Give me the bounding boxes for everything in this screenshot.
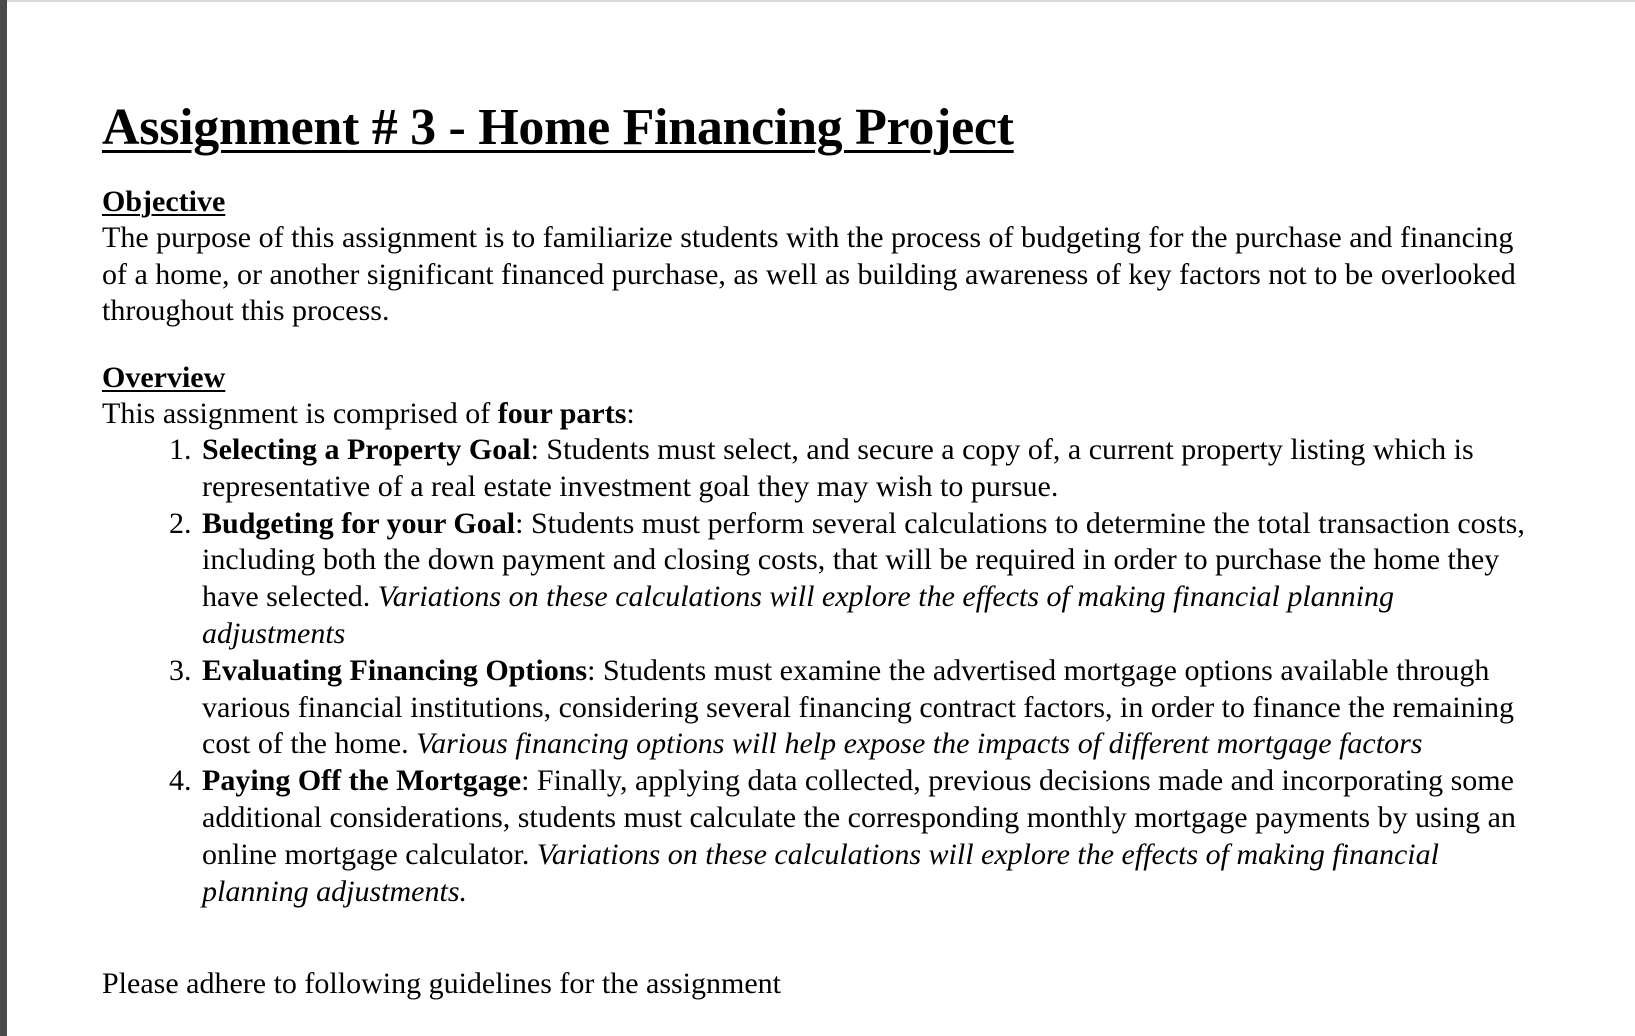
part-note: Various financing options will help expose the impacts of different mortgage factors: [416, 727, 1423, 761]
document-page: [102, 96, 1542, 1002]
part-trailing: .: [459, 874, 468, 908]
viewer-left-border: [0, 0, 7, 1036]
list-item: [199, 763, 1542, 910]
part-term: Paying Off the Mortgage: [202, 764, 522, 798]
part-term: Budgeting for your Goal: [202, 506, 516, 540]
overview-intro: [102, 396, 1542, 433]
part-text: : Students must perform several calculations to determine the total transaction costs, including both the down payment and closing costs, that will be required in order to purchase the home they have selected.: [202, 506, 1525, 614]
guidelines-line: Please adhere to following guidelines for the assignment: [102, 967, 781, 1001]
overview-heading: Overview: [102, 360, 226, 394]
part-note: Variations on these calculations will explore the effects of making financial planning adjustments: [202, 580, 1394, 650]
part-note: Variations on these calculations will explore the effects of making financial planning adjustments: [202, 837, 1439, 908]
list-item: [199, 653, 1542, 763]
overview-intro-text: This assignment is comprised of: [102, 396, 498, 430]
list-item: [199, 432, 1542, 506]
objective-heading: Objective: [102, 185, 226, 218]
part-text: : Students must examine the advertised mortgage options available through various financial institutions, considering several financing contract factors, in order to finance the remaining cost of the home.: [202, 653, 1515, 761]
part-term: Selecting a Property Goal: [202, 433, 531, 466]
list-item: [199, 506, 1542, 653]
part-text: : Finally, applying data collected, previous decisions made and incorporating some additional considerations, students must calculate the corresponding monthly mortgage payments by using an online mortgage calculator.: [202, 764, 1516, 871]
viewer-top-border: [0, 0, 1635, 2]
overview-intro-colon: :: [626, 396, 635, 430]
objective-body: The purpose of this assignment is to familiarize students with the process of budgeting for the purchase and financing of a home, or another significant financed purchase, as well as building awareness of key factors not to be overlooked throughout this process.: [102, 221, 1516, 327]
part-term: Evaluating Financing Options: [202, 653, 588, 687]
part-text: : Students must select, and secure a copy of, a current property listing which is representative of a real estate investment goal they may wish to pursue.: [202, 433, 1474, 503]
document-title: Assignment # 3 - Home Financing Project: [102, 99, 1014, 156]
parts-list: [102, 432, 1542, 910]
overview-intro-bold: four parts: [497, 396, 627, 430]
